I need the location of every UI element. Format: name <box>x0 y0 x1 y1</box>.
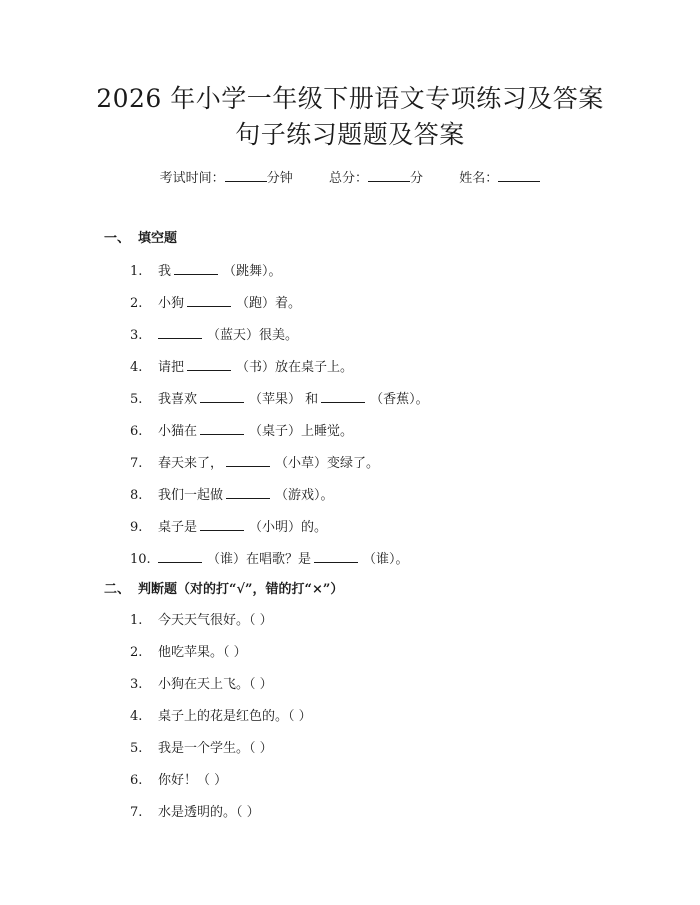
question-number: 3. <box>130 677 143 692</box>
question-text: 小狗在天上飞。（ ） <box>158 677 273 692</box>
judge-question <box>130 740 273 758</box>
total-score-label: 总分： <box>328 171 368 186</box>
fill-question <box>130 262 282 281</box>
judge-question <box>130 804 260 822</box>
question-text: 春天来了， <box>158 456 224 471</box>
question-text: 你好！（ ） <box>158 773 228 788</box>
answer-blank <box>158 550 202 563</box>
question-hint: （跳舞）。 <box>223 264 282 279</box>
answer-blank <box>187 294 231 307</box>
question-text: 我 <box>158 264 172 279</box>
question-hint: （书）放在桌子上。 <box>236 360 354 375</box>
answer-blank <box>200 422 244 435</box>
question-hint: （桌子）上睡觉。 <box>249 424 354 439</box>
question-text: 水是透明的。（ ） <box>158 805 260 820</box>
answer-blank <box>158 326 202 339</box>
question-number: 6. <box>130 773 143 788</box>
page-title: 2026 年小学一年级下册语文专项练习及答案 <box>96 84 604 113</box>
question-hint: （跑）着。 <box>236 296 302 311</box>
question-number: 2. <box>130 645 143 660</box>
section-number: 二、 <box>104 582 131 597</box>
answer-blank <box>187 358 231 371</box>
question-hint: （香蕉）。 <box>370 392 429 407</box>
section-title: 填空题 <box>138 231 178 246</box>
question-text: 我们一起做 <box>158 488 224 503</box>
question-hint: （谁）在唱歌？是 <box>207 552 312 567</box>
question-number: 1. <box>130 264 143 279</box>
section-number: 一、 <box>104 231 131 246</box>
answer-blank <box>200 390 244 403</box>
judge-question <box>130 676 273 694</box>
answer-blank <box>174 262 218 275</box>
question-text: 请把 <box>158 360 185 375</box>
question-number: 6. <box>130 424 143 439</box>
question-text: 小狗 <box>158 296 185 311</box>
judge-question <box>130 612 273 630</box>
question-text: 他吃苹果。（ ） <box>158 645 247 660</box>
section-fill-blank-heading <box>104 230 177 248</box>
page-subtitle: 句子练习题题及答案 <box>235 120 465 149</box>
question-hint: （谁）。 <box>363 552 409 567</box>
section-true-false-heading <box>104 581 343 599</box>
judge-question <box>130 772 227 790</box>
fill-question <box>130 358 353 377</box>
question-number: 2. <box>130 296 143 311</box>
question-hint: （小草）变绿了。 <box>275 456 380 471</box>
fill-question <box>130 454 379 473</box>
question-hint: （游戏）。 <box>275 488 334 503</box>
question-number: 7. <box>130 456 143 471</box>
exam-time-blank <box>225 169 267 182</box>
question-number: 5. <box>130 741 143 756</box>
question-number: 4. <box>130 709 143 724</box>
question-hint: （小明）的。 <box>249 520 328 535</box>
question-number: 5. <box>130 392 143 407</box>
question-text: 桌子上的花是红色的。（ ） <box>158 709 312 724</box>
answer-blank <box>200 518 244 531</box>
answer-blank <box>321 390 365 403</box>
question-text: 我喜欢 <box>158 392 198 407</box>
total-score-blank <box>368 169 410 182</box>
question-number: 8. <box>130 488 143 503</box>
fill-question <box>130 486 334 505</box>
question-number: 9. <box>130 520 143 535</box>
question-text: 小猫在 <box>158 424 198 439</box>
question-number: 1. <box>130 613 143 628</box>
exam-info <box>0 169 700 188</box>
exam-time-unit: 分钟 <box>266 171 293 186</box>
total-score <box>329 169 423 188</box>
answer-blank <box>314 550 358 563</box>
fill-question <box>130 518 327 537</box>
fill-question <box>130 550 409 569</box>
answer-blank <box>226 454 270 467</box>
question-text: 我是一个学生。（ ） <box>158 741 273 756</box>
student-name-label: 姓名： <box>459 171 499 186</box>
answer-blank <box>226 486 270 499</box>
section-title: 判断题（对的打“√”，错的打“×”） <box>138 582 344 597</box>
judge-question <box>130 708 312 726</box>
question-text: 桌子是 <box>158 520 198 535</box>
question-number: 4. <box>130 360 143 375</box>
fill-question <box>130 326 298 345</box>
total-score-unit: 分 <box>410 171 424 186</box>
question-text: 今天天气很好。（ ） <box>158 613 273 628</box>
question-number: 7. <box>130 805 143 820</box>
fill-question <box>130 294 301 313</box>
question-number: 10. <box>130 552 151 567</box>
question-hint: （蓝天）很美。 <box>207 328 299 343</box>
fill-question <box>130 422 353 441</box>
question-hint: （苹果） 和 <box>249 392 319 407</box>
student-name-blank <box>498 169 540 182</box>
exam-time-label: 考试时间： <box>159 171 225 186</box>
fill-question <box>130 390 429 409</box>
judge-question <box>130 644 247 662</box>
exam-time <box>160 169 293 188</box>
question-number: 3. <box>130 328 143 343</box>
student-name <box>459 169 540 188</box>
